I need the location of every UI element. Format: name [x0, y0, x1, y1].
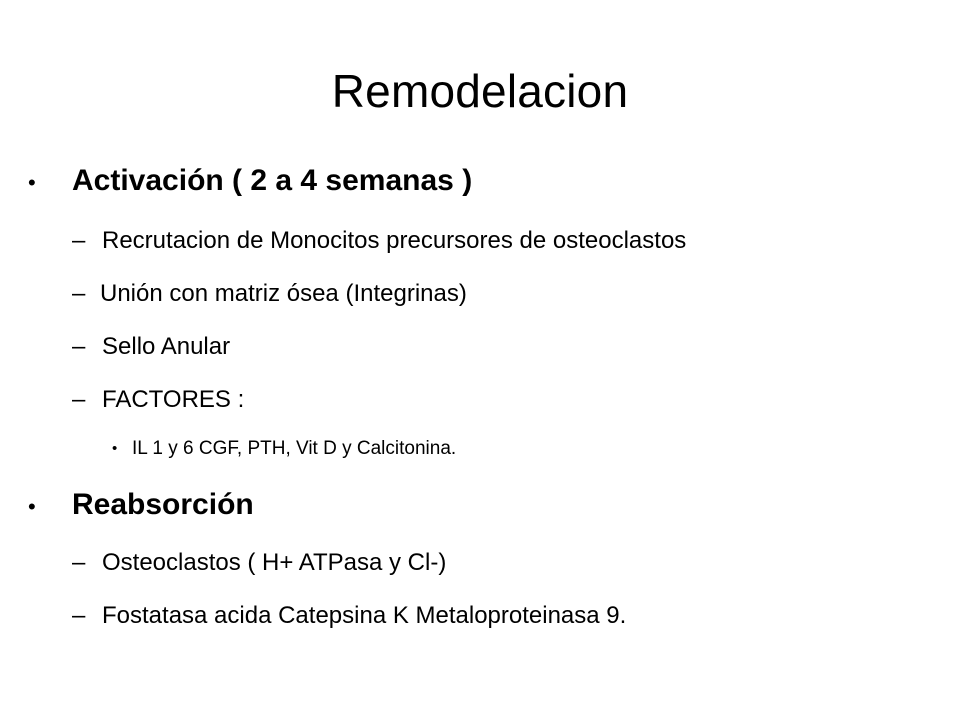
bullet-marker: • [28, 494, 36, 519]
list-item-factores: FACTORES : [102, 386, 245, 413]
dash-marker: – [72, 227, 86, 254]
slide-title: Remodelacion [331, 65, 629, 117]
list-item-recrutacion: Recrutacion de Monocitos precursores de osteoclastos [102, 227, 687, 254]
section-heading-reabsorcion: Reabsorción [72, 488, 254, 521]
dash-marker: – [72, 280, 86, 307]
section-heading-activacion: Activación ( 2 a 4 semanas ) [72, 164, 473, 197]
bullet-marker: • [28, 170, 36, 195]
list-item-osteoclastos: Osteoclastos ( H+ ATPasa y Cl-) [102, 549, 447, 576]
sub-item-factores-list: IL 1 y 6 CGF, PTH, Vit D y Calcitonina. [132, 438, 457, 459]
list-item-union-matriz: Unión con matriz ósea (Integrinas) [100, 280, 467, 307]
sub-bullet-marker: • [112, 440, 118, 457]
list-item-fostatasa: Fostatasa acida Catepsina K Metaloproteinasa 9. [102, 602, 627, 629]
list-item-sello-anular: Sello Anular [102, 333, 231, 360]
dash-marker: – [72, 386, 86, 413]
dash-marker: – [72, 549, 86, 576]
dash-marker: – [72, 602, 86, 629]
dash-marker: – [72, 333, 86, 360]
